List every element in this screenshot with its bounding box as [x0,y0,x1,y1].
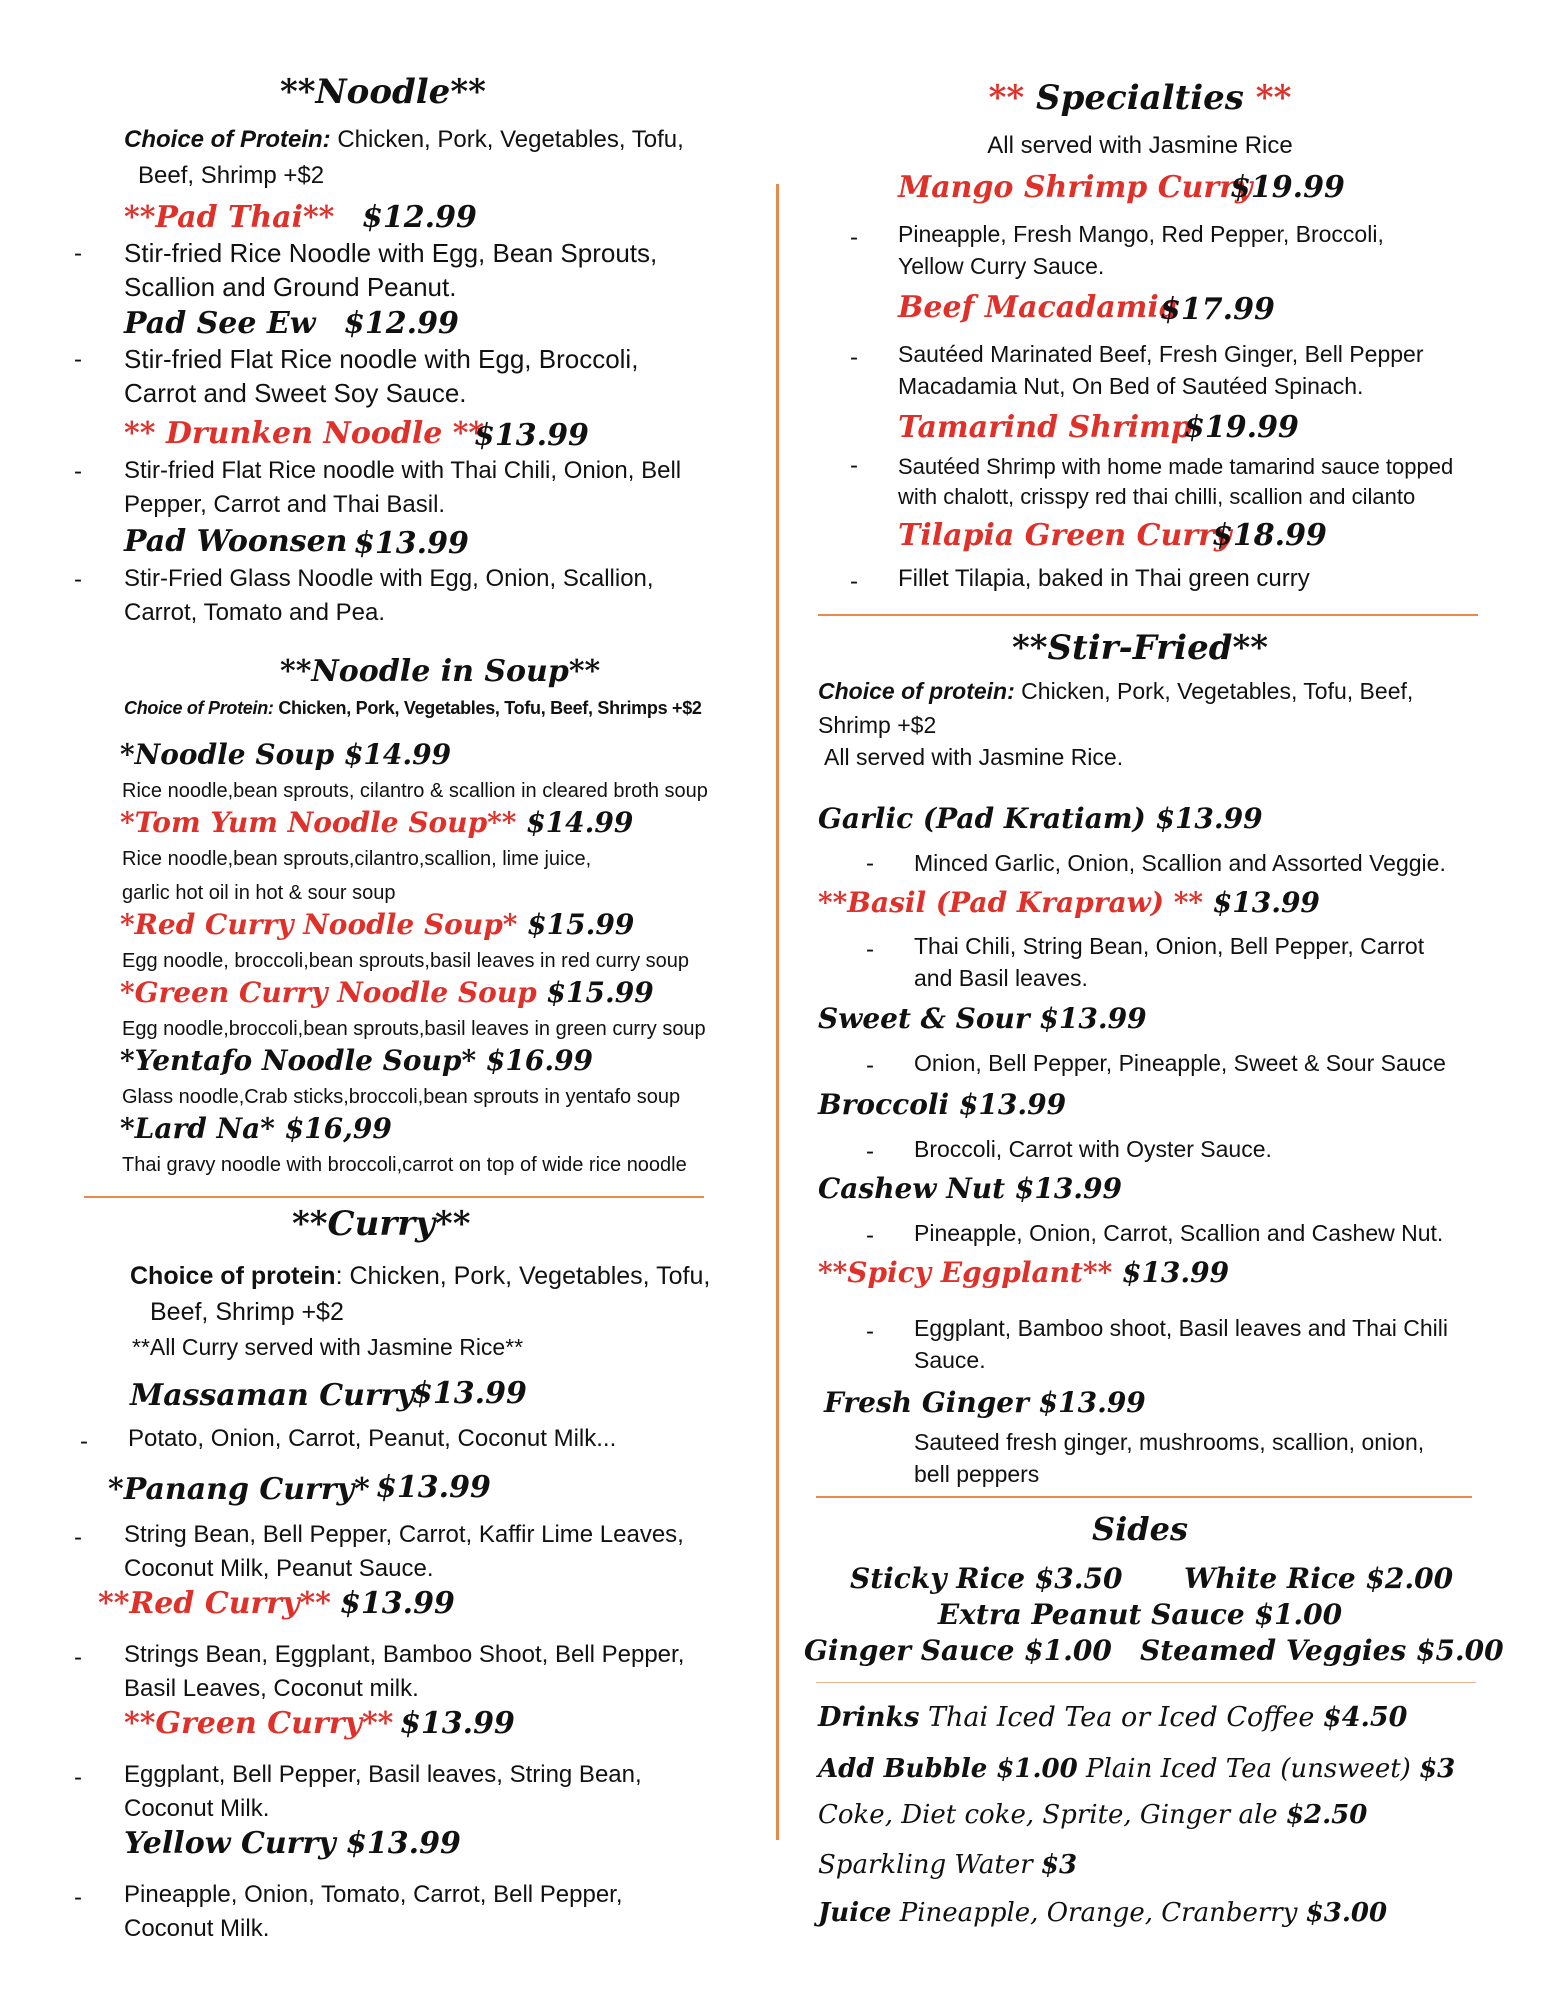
item-desc: Pineapple, Onion, Carrot, Scallion and Cashew Nut. [914,1220,1444,1246]
item-name: Mango Shrimp Curry [898,170,1253,205]
dash: - [866,850,874,877]
item-price: $13.99 [376,1470,491,1505]
divider [84,1196,704,1198]
drink-line: Sparkling Water $3 [818,1850,1078,1880]
item-desc: Pineapple, Fresh Mango, Red Pepper, Broccoli, Yellow Curry Sauce. [898,221,1384,279]
item-desc: Sautéed Marinated Beef, Fresh Ginger, Bell Pepper Macadamia Nut, On Bed of Sautéed Spinach. [898,341,1424,399]
item-name: ** Drunken Noodle ** [124,416,485,451]
soup-heading: **Noodle in Soup** [280,654,601,689]
divider [816,1682,1476,1683]
item-desc: Minced Garlic, Onion, Scallion and Assorted Veggie. [914,850,1446,876]
side-item: White Rice $2.00 [1184,1562,1454,1595]
dash: - [74,1524,82,1551]
item-price: $13.99 [400,1706,515,1741]
dash: - [850,452,858,479]
item-price: $12.99 [344,306,459,341]
noodle-protein-2: Beef, Shrimp +$2 [138,162,325,189]
dash: - [80,1428,88,1455]
item-name: *Yentafo Noodle Soup* $16.99 [120,1044,594,1077]
column-divider [776,184,779,1840]
item-price: $13.99 [354,526,469,561]
stirfried-protein-2: Shrimp +$2 [818,712,937,738]
item-name: Cashew Nut $13.99 [818,1172,1123,1205]
item-name: Beef Macadamia [898,290,1179,325]
divider [816,1496,1472,1498]
item-desc: Glass noodle,Crab sticks,broccoli,bean sprouts in yentafo soup [122,1086,681,1108]
item-desc: String Bean, Bell Pepper, Carrot, Kaffir Lime Leaves, Coconut Milk, Peanut Sauce. [124,1521,684,1582]
side-item: Sticky Rice $3.50 [850,1562,1123,1595]
divider [818,614,1478,616]
item-name: Massaman Curry [130,1378,415,1413]
curry-heading: **Curry** [292,1204,471,1244]
side-item: Ginger Sauce $1.00 [804,1634,1112,1667]
drink-line: Coke, Diet coke, Sprite, Ginger ale $2.50 [818,1800,1368,1830]
item-name: Sweet & Sour $13.99 [818,1002,1147,1035]
dash: - [866,1052,874,1079]
item-name: *Green Curry Noodle Soup $15.99 [120,976,654,1009]
drink-line: Drinks Thai Iced Tea or Iced Coffee $4.50 [818,1702,1408,1733]
item-name: **Basil (Pad Krapraw) ** $13.99 [818,886,1320,919]
item-desc: Strings Bean, Eggplant, Bamboo Shoot, Bell Pepper, Basil Leaves, Coconut milk. [124,1641,685,1702]
dash: - [74,566,82,593]
item-name: **Pad Thai** [124,200,335,235]
soup-protein: Choice of Protein: Chicken, Pork, Vegetables, Tofu, Beef, Shrimps +$2 [124,698,702,718]
item-name: *Lard Na* $16,99 [120,1112,392,1145]
noodle-protein: Choice of Protein: Chicken, Pork, Vegetables, Tofu, [124,126,684,153]
item-name: *Noodle Soup $14.99 [120,738,452,771]
dash: - [74,240,82,267]
item-desc: Sautéed Shrimp with home made tamarind sauce topped with chalott, crisspy red thai chilli, scallion and cilanto [898,454,1454,509]
dash: - [850,224,858,251]
item-name: Fresh Ginger $13.99 [824,1386,1146,1419]
dash: - [866,1222,874,1249]
curry-protein-2: Beef, Shrimp +$2 [150,1298,344,1326]
item-desc: Thai gravy noodle with broccoli,carrot on top of wide rice noodle [122,1154,687,1176]
item-desc: Rice noodle,bean sprouts, cilantro & scallion in cleared broth soup [122,780,708,802]
noodle-heading: **Noodle** [280,72,486,112]
dash: - [74,346,82,373]
item-name: *Red Curry Noodle Soup* $15.99 [120,908,635,941]
drink-line: Add Bubble $1.00 Plain Iced Tea (unsweet) $3 [818,1754,1456,1784]
item-price: $13.99 [474,418,589,453]
stirfried-note: All served with Jasmine Rice. [824,744,1124,770]
item-name: Tamarind Shrimp [898,410,1192,445]
dash: - [74,458,82,485]
item-name: Tilapia Green Curry [898,518,1232,553]
item-desc: Thai Chili, String Bean, Onion, Bell Pepper, Carrot and Basil leaves. [914,933,1425,991]
item-name: **Spicy Eggplant** $13.99 [818,1256,1230,1289]
item-desc: Potato, Onion, Carrot, Peanut, Coconut Milk... [128,1425,617,1452]
curry-protein: Choice of protein: Chicken, Pork, Vegetables, Tofu, [130,1262,711,1290]
dash: - [866,936,874,963]
item-desc: Stir-fried Flat Rice noodle with Egg, Broccoli, Carrot and Sweet Soy Sauce. [124,344,639,408]
item-desc: Sauteed fresh ginger, mushrooms, scallion, onion, bell peppers [914,1429,1425,1487]
stirfried-heading: **Stir-Fried** [1011,628,1269,668]
curry-note: **All Curry served with Jasmine Rice** [132,1334,524,1360]
dash: - [850,344,858,371]
dash: - [74,1884,82,1911]
dash: - [866,1318,874,1345]
sides-heading: Sides [1091,1510,1188,1548]
item-price: $19.99 [1184,410,1299,445]
item-desc: Stir-Fried Glass Noodle with Egg, Onion, Scallion, Carrot, Tomato and Pea. [124,565,654,626]
item-price: $13.99 [412,1376,527,1411]
item-desc: Rice noodle,bean sprouts,cilantro,scallion, lime juice, garlic hot oil in hot & sour soup [122,848,592,904]
item-desc: Egg noodle, broccoli,bean sprouts,basil leaves in red curry soup [122,950,689,972]
specialties-note: All served with Jasmine Rice [987,132,1293,159]
item-price: $12.99 [362,200,477,235]
item-name: Pad See Ew [124,306,316,341]
item-name: Yellow Curry [124,1826,336,1861]
item-desc: Fillet Tilapia, baked in Thai green curry [898,565,1310,592]
item-name: **Green Curry** [124,1706,394,1741]
item-desc: Stir-fried Rice Noodle with Egg, Bean Sprouts, Scallion and Ground Peanut. [124,238,658,302]
item-name: Garlic (Pad Kratiam) $13.99 [818,802,1263,835]
item-desc: Egg noodle,broccoli,bean sprouts,basil leaves in green curry soup [122,1018,706,1040]
item-price: $17.99 [1160,292,1275,327]
item-price: $13.99 [346,1826,461,1861]
item-name: Pad Woonsen [124,524,348,559]
side-item: Steamed Veggies $5.00 [1140,1634,1504,1667]
item-price: $18.99 [1212,518,1327,553]
item-desc: Eggplant, Bamboo shoot, Basil leaves and Thai Chili Sauce. [914,1315,1449,1373]
dash: - [74,1764,82,1791]
item-price: $19.99 [1230,170,1345,205]
item-desc: Stir-fried Flat Rice noodle with Thai Chili, Onion, Bell Pepper, Carrot and Thai Basil. [124,457,682,518]
item-name: *Panang Curry* [108,1472,370,1507]
side-item: Extra Peanut Sauce $1.00 [937,1598,1343,1631]
specialties-heading: ** Specialties ** [988,78,1292,118]
dash: - [74,1644,82,1671]
item-price: $13.99 [340,1586,455,1621]
item-name: **Red Curry** [98,1586,331,1621]
dash: - [866,1138,874,1165]
item-desc: Broccoli, Carrot with Oyster Sauce. [914,1136,1272,1162]
dash: - [850,568,858,595]
item-name: Broccoli $13.99 [818,1088,1067,1121]
item-name: *Tom Yum Noodle Soup** $14.99 [120,806,634,839]
stirfried-protein: Choice of protein: Chicken, Pork, Vegetables, Tofu, Beef, [818,678,1414,704]
item-desc: Eggplant, Bell Pepper, Basil leaves, String Bean, Coconut Milk. [124,1761,642,1822]
item-desc: Onion, Bell Pepper, Pineapple, Sweet & Sour Sauce [914,1050,1446,1076]
item-desc: Pineapple, Onion, Tomato, Carrot, Bell Pepper, Coconut Milk. [124,1881,623,1942]
drink-line: Juice Pineapple, Orange, Cranberry $3.00 [818,1898,1388,1928]
